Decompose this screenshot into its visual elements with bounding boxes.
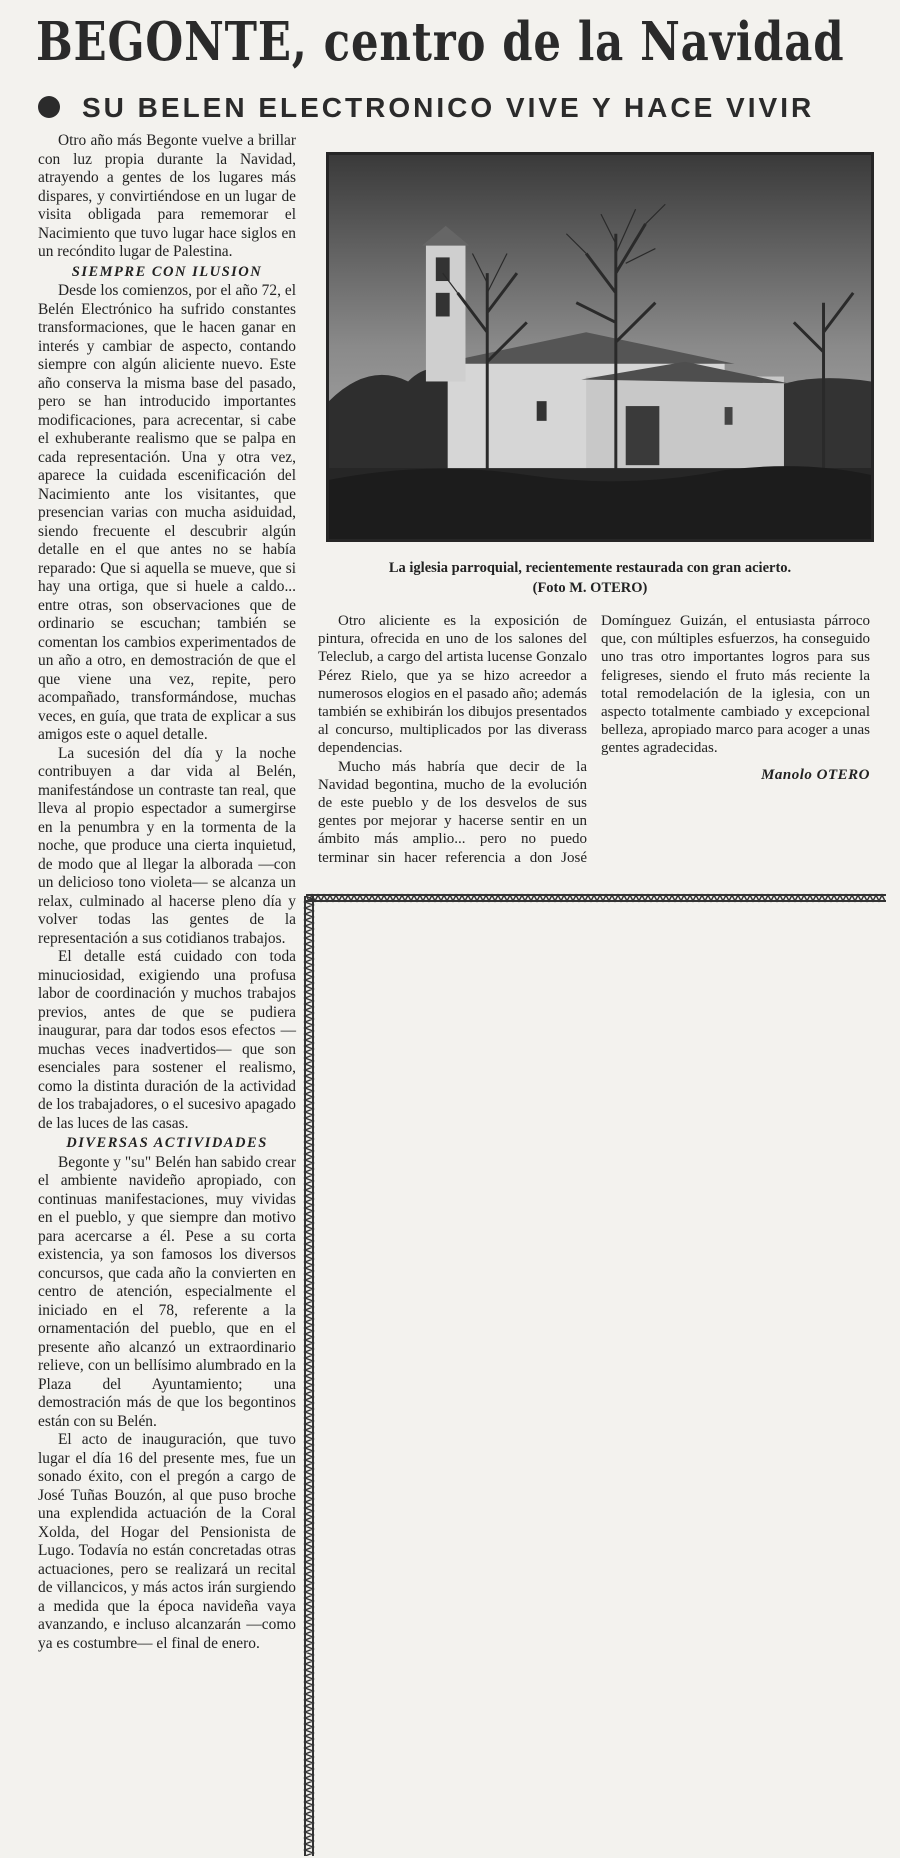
church-photo xyxy=(326,152,874,542)
horizontal-border-rule xyxy=(306,892,886,904)
paragraph: Begonte y "su" Belén han sabido crear el ambiente navideño apropiado, con continuas manifestaciones, muy vividas en el pueblo, y que siempre dan motivo para acercarse a él. Pese a su corta existencia, ya son famosos los diversos concursos, que cada año la convierten en centro de atención, especialmente el iniciado en el 78, referente a la ornamentación del pueblo, que en el presente año alcanzó un extraordinario relieve, con un bellísimo alumbrado en la Plaza del Ayuntamiento; una demostración más de que los begontinos están con su Belén. xyxy=(38,1153,296,1430)
subheadline xyxy=(38,86,868,130)
paragraph: Desde los comienzos, por el año 72, el Belén Electrónico ha sufrido constantes transformaciones, que le hacen ganar en interés y cambiar de aspecto, contando siempre con algún aliciente nuevo. Este año conserva la misma base del pasado, pero se han introducido importantes modificaciones, para acrecentar, si cabe el exhuberante realismo que se palpa en cada representación. Una y otra vez, aparece la cuidada escenificación del Nacimiento ante los visitantes, que presencian varias con mucha asiduidad, siendo frecuente el descubrir algún detalle en el que antes no se había reparado: Que si aquella se mueve, que si hay una ortiga, que si huele a caldo... entre otras, son observaciones que de ordinario se escuchan; también se comentan los cambios experimentados de un año a otro, en demostración de que el que viene una vez, repite, pero acompañado, transformándose, muchas veces, en guía, que trata de explicar a sus amigos este o aquel detalle. xyxy=(38,282,296,743)
headline: BEGONTE, centro de la Navidad xyxy=(36,11,845,73)
photo-caption xyxy=(300,558,880,602)
section-subtitle: SIEMPRE CON ILUSION xyxy=(71,263,263,280)
bullet-icon xyxy=(38,96,60,118)
paragraph: Otro aliciente es la exposición de pintura, ofrecida en uno de los salones del Teleclub, a cargo del artista lucense Gonzalo Pérez Rielo, que ya se hizo acreedor a numerosos elogios en el pasado año; además también se exhibirán los dibujos presentados al concurso, multiplicados por las diverass dependencias. xyxy=(318,613,587,757)
photo-caption-line: La iglesia parroquial, recientemente restaurada con gran acierto. xyxy=(388,560,792,576)
paragraph: Otro año más Begonte vuelve a brillar con luz propia durante la Navidad, atrayendo a gentes de los lugares más dispares, y convirtiéndose en un lugar de visita obligada para rememorar el Nacimiento que tuvo lugar hace siglos en un recóndito lugar de Palestina. xyxy=(38,132,296,260)
right-columns xyxy=(318,612,870,882)
paragraph: Mucho más habría que decir de la Navidad begontina, mucho de la evolución de este pueblo y de los desvelos de sus gentes por mejorar y hacerse sentir en un ámbito más amplio... pero no puedo terminar sin hacer referencia a don José Domínguez Guizán, el entusiasta párroco que, con múltiples esfuerzos, ha conseguido uno tras otro importantes logros para sus feligreses, siendo el fruto más reciente la total remodelación de la iglesia, con un aspecto totalmente cambiado y excepcional belleza, apropiado marco para acoger a unas gentes agradecidas. xyxy=(318,613,870,866)
author-signature: Manolo OTERO xyxy=(761,766,870,783)
photo-credit: (Foto M. OTERO) xyxy=(532,580,648,596)
left-column xyxy=(38,132,296,1854)
vertical-border-rule xyxy=(302,896,316,1856)
subheadline-text: SU BELEN ELECTRONICO VIVE Y HACE VIVIR xyxy=(82,92,815,123)
section-subtitle: DIVERSAS ACTIVIDADES xyxy=(66,1135,268,1151)
church-photo-image xyxy=(329,155,871,539)
paragraph: El acto de inauguración, que tuvo lugar el día 16 del presente mes, fue un sonado éxito, con el pregón a cargo de José Tuñas Bouzón, al que puso broche una explendida actuación de la Coral Xolda, del Hogar del Pensionista de Lugo. Todavía no están concretadas otras actuaciones, pero se realizará un recital de villancicos, y más actos irán surgiendo a medida que la época navideña vaya avanzando, e incluso alcanzarán —como ya es costumbre— el final de enero. xyxy=(38,1431,296,1652)
paragraph: El detalle está cuidado con toda minuciosidad, exigiendo una profusa labor de coordinación y muchos trabajos previos, antes de que se pudiera inaugurar, para dar todos esos efectos —muchas veces inadvertidos— que son esenciales para sostener el realismo, como la distinta duración de la actividad de los trabajadores, o el sucesivo apagado de las luces de las casas. xyxy=(38,948,296,1132)
paragraph: La sucesión del día y la noche contribuyen a dar vida al Belén, manifestándose un contraste tan real, que lleva al propio espectador a sumergirse en la penumbra y en la tormenta de la noche, que produce una cierta inquietud, de modo que al llegar la alborada —con un delicioso tono violeta— se alcanza un relax, culminado al hacerse pleno día y volver todas las gentes de la representación a sus cotidianos trabajos. xyxy=(38,744,296,947)
